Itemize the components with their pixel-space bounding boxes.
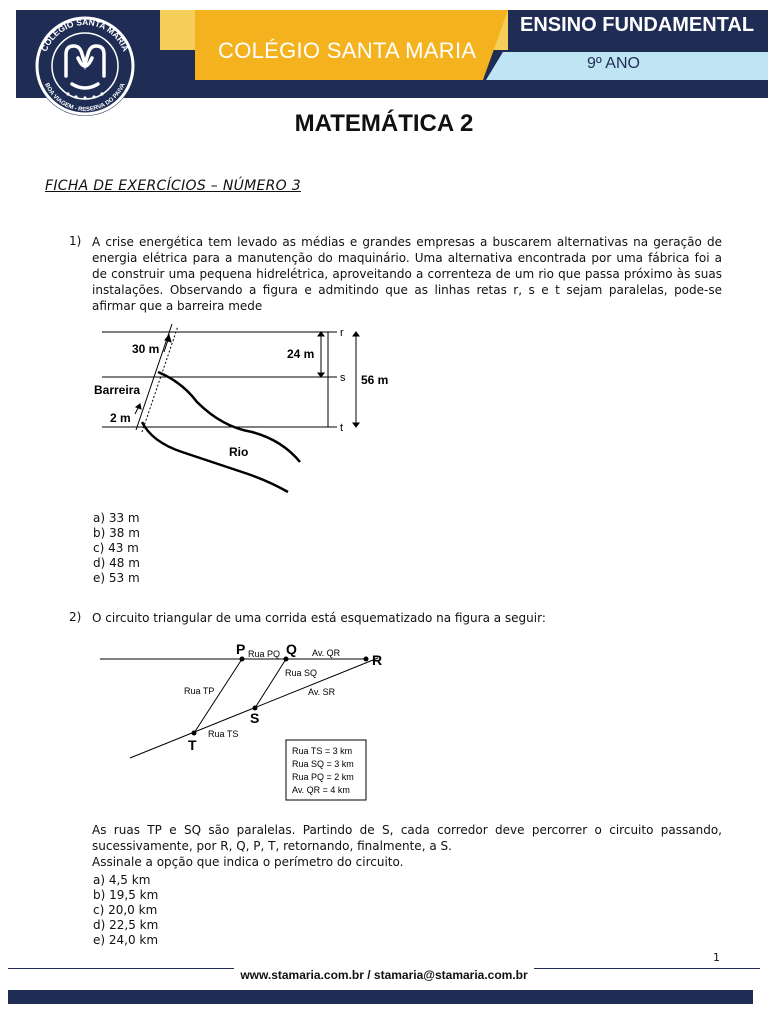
box-line-4: Av. QR = 4 km (292, 785, 350, 795)
label-56m: 56 m (361, 373, 389, 387)
question-2-options (93, 873, 158, 948)
grade-label: 9º ANO (587, 55, 640, 72)
label-r: r (340, 327, 344, 339)
question-1-options (93, 511, 140, 586)
question-1-figure (92, 322, 412, 498)
question-1-text: A crise energética tem levado as médias e grandes empresas a buscarem alternativas na geração de energia elétrica para a manutenção do maquinário. Uma alternativa encontrada por uma fábrica foi a de construir uma pequena hidrelétrica, aproveitando a correnteza de um rio que passa próximo às suas instalações. Observando a figura e admitindo que as linhas retas r, s e t sejam paralelas, pode-se afirmar que a barreira mede (92, 235, 722, 313)
question-2-text-2: As ruas TP e SQ são paralelas. Partindo de S, cada corredor deve percorrer o circuito passando, sucessivamente, por R, Q, P, T, retornando, finalmente, a S. (92, 823, 722, 853)
option-b[interactable]: b) 38 m (93, 526, 140, 540)
label-av-qr: Av. QR (312, 648, 341, 658)
sheet-title: FICHA DE EXERCÍCIOS – NÚMERO 3 (45, 178, 301, 194)
logo-text-top: COLÉGIO SANTA MARIA (39, 16, 131, 53)
option-a[interactable]: a) 33 m (93, 511, 140, 525)
question-2-number: 2) (69, 610, 82, 624)
box-line-1: Rua TS = 3 km (292, 746, 353, 756)
label-barreira: Barreira (94, 383, 141, 397)
label-rua-sq: Rua SQ (285, 668, 318, 678)
option-d[interactable]: d) 48 m (93, 556, 140, 570)
label-rua-ts: Rua TS (208, 729, 239, 739)
point-t: T (188, 737, 197, 753)
label-rua-tp: Rua TP (184, 686, 215, 696)
page-number: 1 (713, 951, 720, 964)
point-r: R (372, 652, 383, 668)
question-1-number: 1) (69, 234, 82, 248)
point-p: P (236, 641, 246, 657)
option-d[interactable]: d) 22,5 km (93, 918, 159, 932)
label-t: t (340, 422, 344, 434)
option-c[interactable]: c) 43 m (93, 541, 139, 555)
option-e[interactable]: e) 24,0 km (93, 933, 159, 947)
label-rio: Rio (229, 445, 249, 459)
label-2m: 2 m (110, 411, 131, 425)
footer-bar (8, 990, 753, 1004)
page-title: MATEMÁTICA 2 (294, 110, 474, 137)
school-logo (22, 14, 148, 118)
line-tp (194, 659, 242, 733)
question-2-text: O circuito triangular de uma corrida está esquematizado na figura a seguir: (92, 611, 546, 625)
box-line-2: Rua SQ = 3 km (292, 759, 354, 769)
point-q: Q (286, 641, 297, 657)
point-s: S (250, 710, 260, 726)
label-24m: 24 m (287, 347, 315, 361)
level-label: ENSINO FUNDAMENTAL (520, 14, 755, 36)
logo-text-bottom: BOA VIAGEM - RESERVA DO PAIVA (43, 82, 127, 114)
label-av-sr: Av. SR (308, 687, 336, 697)
box-line-3: Rua PQ = 2 km (292, 772, 354, 782)
question-2-figure (98, 638, 398, 806)
option-e[interactable]: e) 53 m (93, 571, 140, 585)
question-2-text-3: Assinale a opção que indica o perímetro do circuito. (92, 855, 404, 869)
label-s: s (340, 372, 346, 384)
label-30m: 30 m (132, 342, 160, 356)
option-a[interactable]: a) 4,5 km (93, 873, 151, 887)
option-c[interactable]: c) 20,0 km (93, 903, 158, 917)
footer-contact (0, 968, 768, 982)
line-sq (255, 659, 286, 708)
option-b[interactable]: b) 19,5 km (93, 888, 159, 902)
school-name: COLÉGIO SANTA MARIA (218, 38, 477, 63)
footer-contact-text[interactable]: www.stamaria.com.br / stamaria@stamaria.com.br (234, 968, 533, 982)
label-rua-pq: Rua PQ (248, 649, 281, 659)
